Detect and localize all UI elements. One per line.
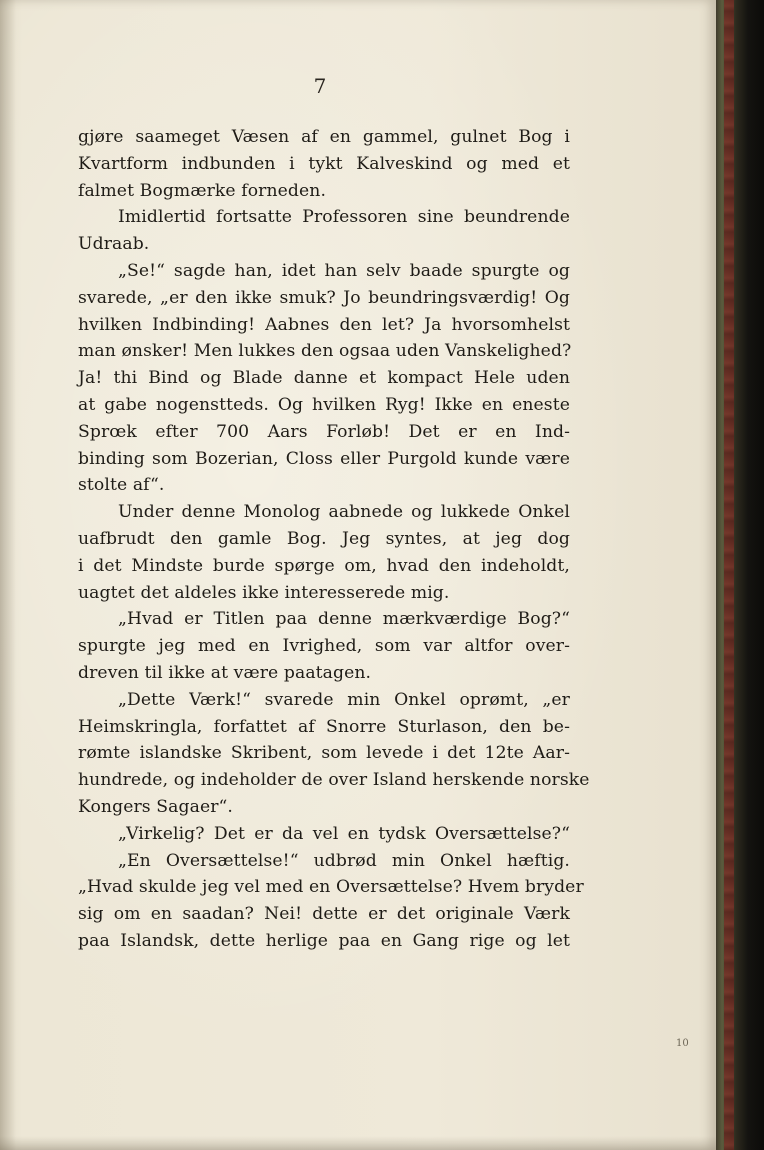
page-bottom-edge [0, 1136, 716, 1150]
text-line: paa Islandsk, dette herlige paa en Gang rige og let [78, 930, 570, 951]
text-line: „En Oversættelse!“ udbrød min Onkel hæftig. [118, 850, 570, 871]
page-number: 7 [313, 74, 327, 98]
gutter-shadow [0, 0, 16, 1150]
text-line: hundrede, og indeholder de over Island herskende norske [78, 770, 590, 791]
text-line: „Hvad er Titlen paa denne mærkværdige Bog?“ [118, 609, 570, 630]
text-line: „Virkelig? Det er da vel en tydsk Oversættelse?“ [118, 823, 570, 844]
text-line: Sprœk efter 700 Aars Forløb! Det er en Ind- [78, 421, 570, 442]
text-line: sig om en saadan? Nei! dette er det originale Værk [78, 904, 570, 925]
text-line: Udraab. [78, 234, 150, 255]
text-line: „Dette Værk!“ svarede min Onkel oprømt, „er [118, 689, 570, 710]
text-line: Ja! thi Bind og Blade danne et kompact Hele uden [78, 368, 570, 389]
text-line: falmet Bogmærke forneden. [78, 180, 327, 201]
text-line: rømte islandske Skribent, som levede i det 12te Aar- [78, 743, 570, 764]
text-line: hvilken Indbinding! Aabnes den let? Ja hvorsomhelst [78, 314, 570, 335]
text-line: Kvartform indbunden i tykt Kalveskind og med et [78, 153, 570, 174]
text-line: uagtet det aldeles ikke interesserede mig. [78, 582, 450, 603]
body-text [78, 124, 590, 955]
text-line: svarede, „er den ikke smuk? Jo beundringsværdig! Og [78, 287, 570, 308]
text-line: man ønsker! Men lukkes den ogsaa uden Vanskelighed? [78, 341, 572, 362]
text-line: at gabe nogenstteds. Og hvilken Ryg! Ikke en eneste [78, 394, 570, 415]
text-line: stolte af“. [78, 475, 165, 496]
text-line: Kongers Sagaer“. [78, 796, 233, 817]
stray-pencil-mark: 10 [676, 1038, 689, 1049]
text-line: i det Mindste burde spørge om, hvad den indeholdt, [78, 555, 570, 576]
text-line: Imidlertid fortsatte Professoren sine beundrende [118, 207, 570, 228]
text-line: gjøre saameget Væsen af en gammel, gulnet Bog i [78, 127, 570, 147]
text-line: Heimskringla, forfattet af Snorre Sturlason, den be- [78, 716, 570, 737]
text-line: uafbrudt den gamle Bog. Jeg syntes, at jeg dog [78, 528, 570, 549]
text-line: dreven til ikke at være paatagen. [78, 662, 372, 683]
text-line: spurgte jeg med en Ivrighed, som var altfor over- [78, 636, 570, 657]
book-spine-cloth [724, 0, 734, 1150]
text-line: „Hvad skulde jeg vel med en Oversættelse? Hvem bryder [78, 877, 584, 898]
text-line: „Se!“ sagde han, idet han selv baade spurgte og [118, 260, 570, 281]
text-line: Under denne Monolog aabnede og lukkede Onkel [118, 502, 570, 523]
text-line: binding som Bozerian, Closs eller Purgold kunde være [78, 448, 570, 469]
